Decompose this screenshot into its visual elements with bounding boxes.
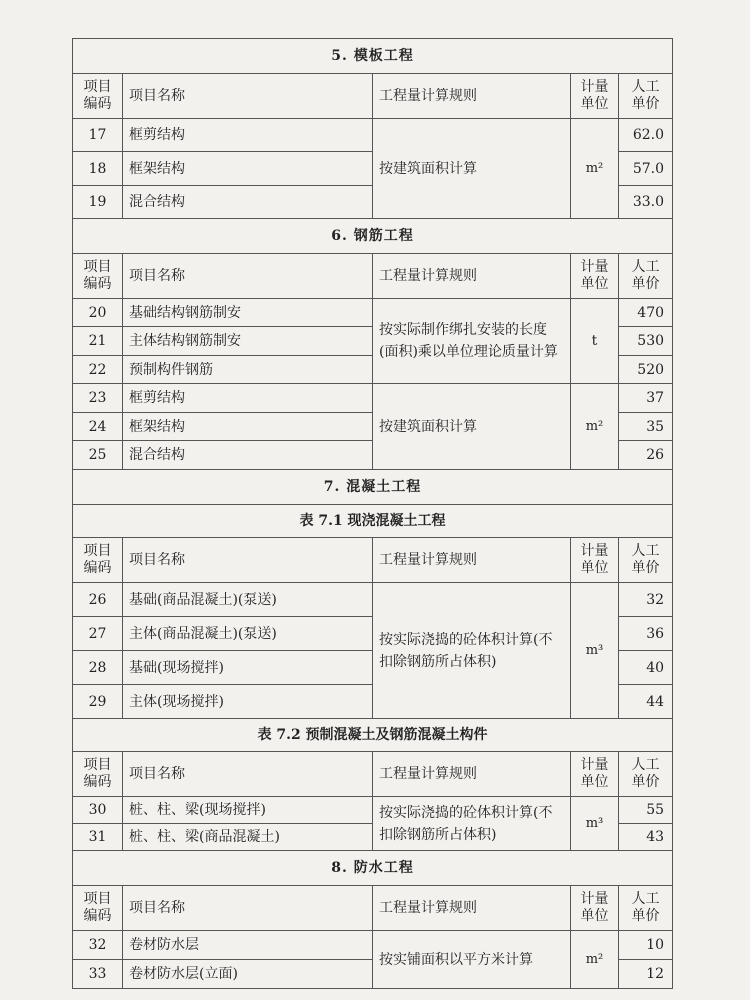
item-name: 框架结构	[123, 152, 373, 186]
header-price: 人工 单价	[619, 538, 673, 583]
header-name: 项目名称	[123, 538, 373, 583]
item-name: 混合结构	[123, 186, 373, 219]
header-price: 人工 单价	[619, 752, 673, 797]
item-code: 26	[73, 583, 123, 617]
header-code: 项目 编码	[73, 886, 123, 931]
item-code: 29	[73, 685, 123, 719]
header-unit: 计量 单位	[571, 74, 619, 119]
calc-rule: 按建筑面积计算	[373, 384, 571, 470]
calc-rule: 按建筑面积计算	[373, 119, 571, 219]
labor-price: 37	[619, 384, 673, 413]
section-title: 5. 模板工程	[73, 39, 673, 74]
item-code: 23	[73, 384, 123, 413]
document-page	[72, 38, 672, 989]
calc-rule: 按实铺面积以平方米计算	[373, 931, 571, 989]
labor-price: 26	[619, 441, 673, 470]
item-code: 24	[73, 413, 123, 441]
item-name: 框剪结构	[123, 119, 373, 152]
labor-price-table	[72, 38, 673, 989]
unit: m³	[571, 797, 619, 851]
header-rule: 工程量计算规则	[373, 886, 571, 931]
item-name: 桩、柱、梁(商品混凝土)	[123, 824, 373, 851]
header-unit: 计量 单位	[571, 752, 619, 797]
item-code: 25	[73, 441, 123, 470]
header-price: 人工 单价	[619, 886, 673, 931]
header-unit: 计量 单位	[571, 538, 619, 583]
item-code: 20	[73, 299, 123, 327]
item-name: 桩、柱、梁(现场搅拌)	[123, 797, 373, 824]
labor-price: 33.0	[619, 186, 673, 219]
item-name: 主体(现场搅拌)	[123, 685, 373, 719]
section-title: 6. 钢筋工程	[73, 219, 673, 254]
header-name: 项目名称	[123, 752, 373, 797]
labor-price: 57.0	[619, 152, 673, 186]
item-name: 基础结构钢筋制安	[123, 299, 373, 327]
unit: m²	[571, 931, 619, 989]
item-code: 32	[73, 931, 123, 960]
item-code: 27	[73, 617, 123, 651]
header-name: 项目名称	[123, 254, 373, 299]
labor-price: 43	[619, 824, 673, 851]
header-unit: 计量 单位	[571, 886, 619, 931]
section-title: 7. 混凝土工程	[73, 470, 673, 505]
labor-price: 32	[619, 583, 673, 617]
labor-price: 520	[619, 356, 673, 384]
item-code: 28	[73, 651, 123, 685]
item-name: 框架结构	[123, 413, 373, 441]
unit: m³	[571, 583, 619, 719]
header-name: 项目名称	[123, 74, 373, 119]
item-name: 主体(商品混凝土)(泵送)	[123, 617, 373, 651]
item-name: 预制构件钢筋	[123, 356, 373, 384]
header-price: 人工 单价	[619, 74, 673, 119]
header-code: 项目 编码	[73, 74, 123, 119]
calc-rule: 按实际制作绑扎安装的长度(面积)乘以单位理论质量计算	[373, 299, 571, 384]
item-name: 框剪结构	[123, 384, 373, 413]
item-name: 卷材防水层(立面)	[123, 960, 373, 989]
item-code: 31	[73, 824, 123, 851]
header-code: 项目 编码	[73, 752, 123, 797]
unit: m²	[571, 119, 619, 219]
item-name: 主体结构钢筋制安	[123, 327, 373, 356]
header-unit: 计量 单位	[571, 254, 619, 299]
item-code: 18	[73, 152, 123, 186]
labor-price: 62.0	[619, 119, 673, 152]
item-code: 21	[73, 327, 123, 356]
header-price: 人工 单价	[619, 254, 673, 299]
unit: m²	[571, 384, 619, 470]
labor-price: 10	[619, 931, 673, 960]
item-name: 卷材防水层	[123, 931, 373, 960]
item-name: 基础(商品混凝土)(泵送)	[123, 583, 373, 617]
labor-price: 40	[619, 651, 673, 685]
item-code: 19	[73, 186, 123, 219]
labor-price: 35	[619, 413, 673, 441]
header-rule: 工程量计算规则	[373, 752, 571, 797]
labor-price: 470	[619, 299, 673, 327]
labor-price: 12	[619, 960, 673, 989]
header-code: 项目 编码	[73, 538, 123, 583]
calc-rule: 按实际浇捣的砼体积计算(不扣除钢筋所占体积)	[373, 797, 571, 851]
header-code: 项目 编码	[73, 254, 123, 299]
labor-price: 55	[619, 797, 673, 824]
labor-price: 36	[619, 617, 673, 651]
item-code: 30	[73, 797, 123, 824]
item-code: 33	[73, 960, 123, 989]
labor-price: 530	[619, 327, 673, 356]
item-name: 混合结构	[123, 441, 373, 470]
header-rule: 工程量计算规则	[373, 74, 571, 119]
item-name: 基础(现场搅拌)	[123, 651, 373, 685]
item-code: 22	[73, 356, 123, 384]
labor-price: 44	[619, 685, 673, 719]
calc-rule: 按实际浇捣的砼体积计算(不扣除钢筋所占体积)	[373, 583, 571, 719]
table-title: 表 7.1 现浇混凝土工程	[73, 505, 673, 538]
unit: t	[571, 299, 619, 384]
header-rule: 工程量计算规则	[373, 538, 571, 583]
header-name: 项目名称	[123, 886, 373, 931]
header-rule: 工程量计算规则	[373, 254, 571, 299]
item-code: 17	[73, 119, 123, 152]
section-title: 8. 防水工程	[73, 851, 673, 886]
table-title: 表 7.2 预制混凝土及钢筋混凝土构件	[73, 719, 673, 752]
